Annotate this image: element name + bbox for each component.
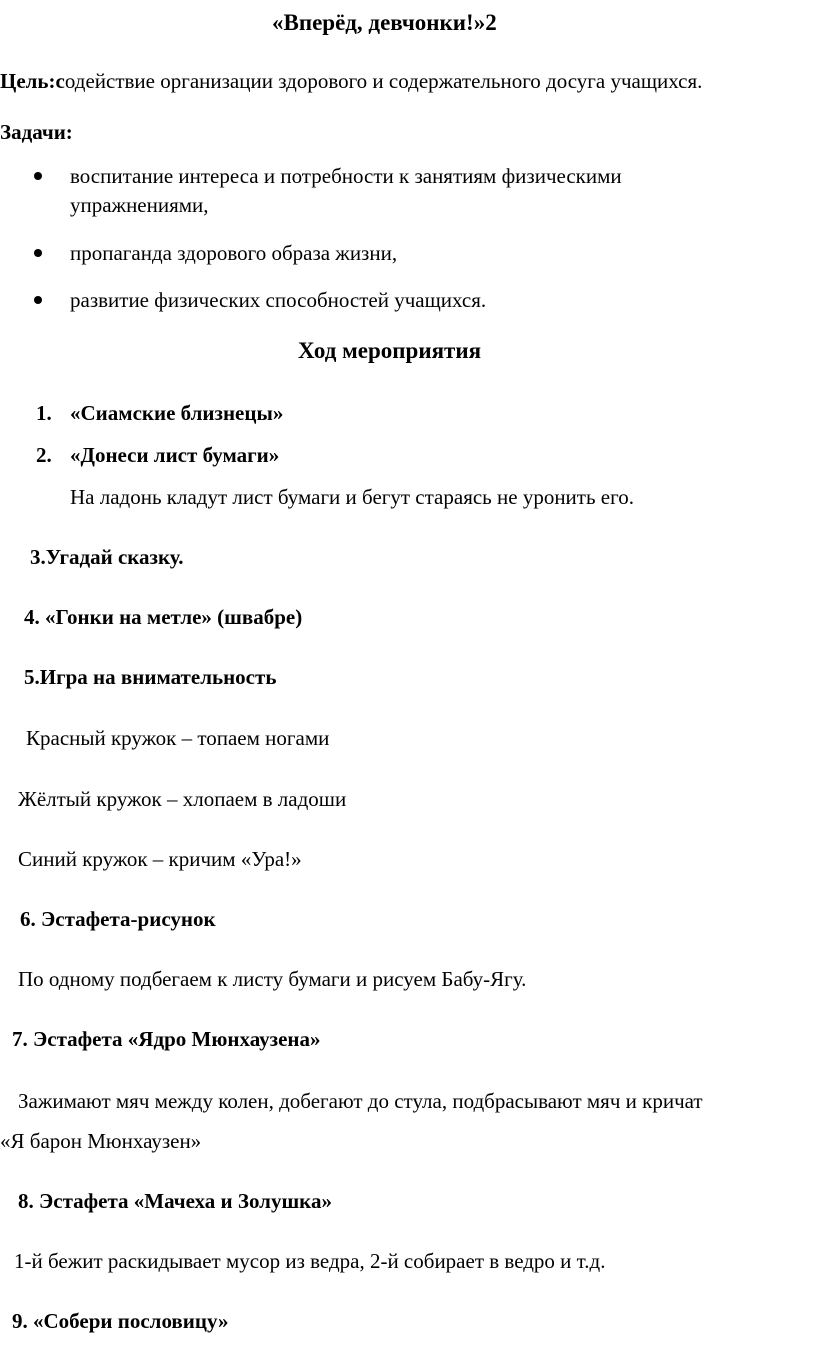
event-5-line-1: Красный кружок – топаем ногами bbox=[26, 726, 330, 750]
event-6-title: 6. Эстафета-рисунок bbox=[20, 907, 216, 931]
task-item-1-line2: упражнениями, bbox=[70, 193, 209, 217]
event-7-title: 7. Эстафета «Ядро Мюнхаузена» bbox=[12, 1027, 321, 1051]
bullet-icon bbox=[34, 296, 42, 304]
event-2-title: «Донеси лист бумаги» bbox=[70, 443, 280, 467]
task-item-2: пропаганда здорового образа жизни, bbox=[70, 241, 398, 265]
section-title: Ход мероприятия bbox=[298, 338, 482, 363]
event-1-num: 1. bbox=[36, 401, 52, 425]
bullet-icon bbox=[34, 249, 42, 257]
event-1-title: «Сиамские близнецы» bbox=[70, 401, 284, 425]
bullet-icon bbox=[34, 172, 42, 180]
event-3-title: 3.Угадай сказку. bbox=[30, 545, 184, 569]
page-title: «Вперёд, девчонки!»2 bbox=[272, 10, 497, 35]
event-8-desc: 1-й бежит раскидывает мусор из ведра, 2-й собирает в ведро и т.д. bbox=[14, 1249, 606, 1273]
goal-line bbox=[0, 68, 702, 94]
event-4-title: 4. «Гонки на метле» (швабре) bbox=[24, 605, 303, 629]
task-item-1-line1: воспитание интереса и потребности к занятиям физическими bbox=[70, 164, 622, 188]
event-8-title: 8. Эстафета «Мачеха и Золушка» bbox=[18, 1189, 332, 1213]
event-5-line-3: Синий кружок – кричим «Ура!» bbox=[18, 847, 302, 871]
event-7-desc-line2: «Я барон Мюнхаузен» bbox=[0, 1129, 202, 1153]
event-2-desc: На ладонь кладут лист бумаги и бегут стараясь не уронить его. bbox=[70, 485, 634, 509]
event-5-title: 5.Игра на внимательность bbox=[24, 665, 277, 689]
event-2-num: 2. bbox=[36, 443, 52, 467]
event-7-desc-line1: Зажимают мяч между колен, добегают до стула, подбрасывают мяч и кричат bbox=[18, 1089, 703, 1113]
goal-text: одействие организации здорового и содержательного досуга учащихся. bbox=[64, 69, 703, 93]
event-9-title: 9. «Собери пословицу» bbox=[12, 1309, 229, 1333]
goal-label: Цель:с bbox=[0, 69, 65, 93]
event-5-line-2: Жёлтый кружок – хлопаем в ладоши bbox=[18, 787, 347, 811]
tasks-label: Задачи: bbox=[0, 120, 73, 144]
event-6-desc: По одному подбегаем к листу бумаги и рисуем Бабу-Ягу. bbox=[18, 967, 527, 991]
task-item-3: развитие физических способностей учащихся. bbox=[70, 288, 487, 312]
